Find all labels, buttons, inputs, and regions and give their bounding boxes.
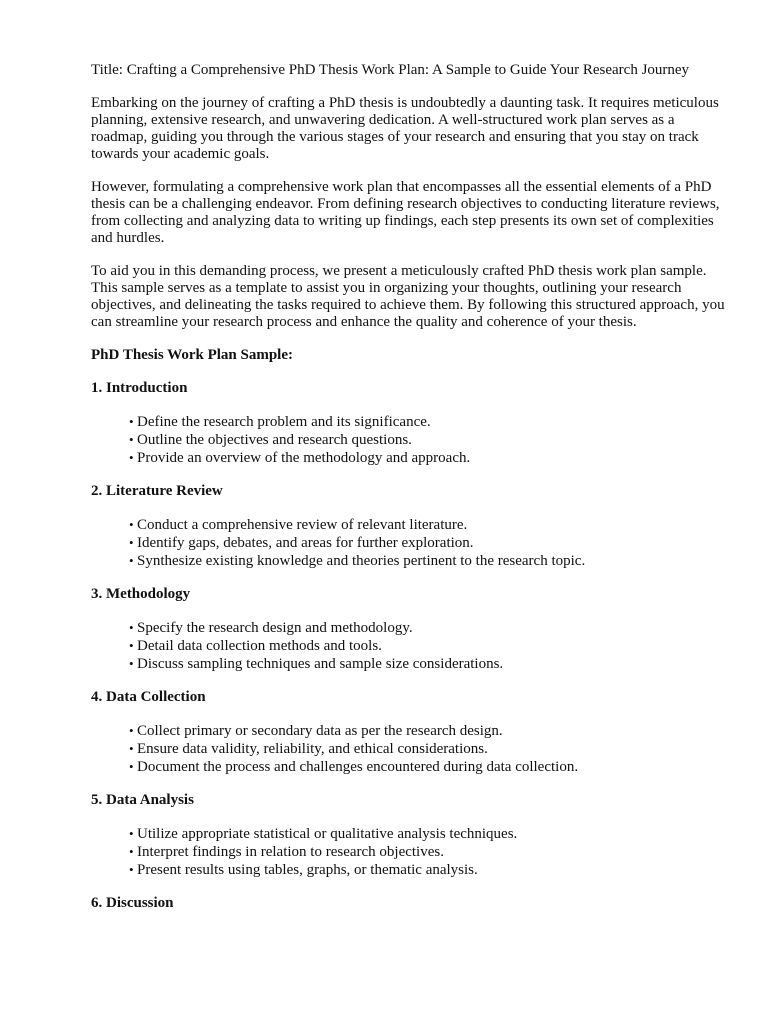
list-item-text: Present results using tables, graphs, or thematic analysis.	[137, 862, 478, 878]
list-item-text: Collect primary or secondary data as per the research design.	[137, 723, 503, 739]
list-item-text: Document the process and challenges encountered during data collection.	[137, 759, 579, 775]
bullet-list	[91, 619, 728, 673]
bullet-icon: •	[129, 826, 134, 841]
bullet-icon: •	[129, 535, 134, 550]
list-item-text: Discuss sampling techniques and sample size considerations.	[137, 656, 504, 672]
list-item	[129, 758, 728, 776]
list-item-text: Utilize appropriate statistical or qualitative analysis techniques.	[137, 826, 518, 842]
bullet-icon: •	[129, 414, 134, 429]
list-item	[129, 740, 728, 758]
bullet-icon: •	[129, 432, 134, 447]
section-data-collection	[91, 689, 728, 776]
list-item-text: Identify gaps, debates, and areas for further exploration.	[137, 535, 474, 551]
section-heading: 4. Data Collection	[91, 689, 206, 705]
list-item-text: Conduct a comprehensive review of relevant literature.	[137, 517, 468, 533]
sample-heading: PhD Thesis Work Plan Sample:	[91, 347, 293, 363]
bullet-list	[91, 825, 728, 879]
bullet-list	[91, 722, 728, 776]
list-item	[129, 619, 728, 637]
section-heading: 2. Literature Review	[91, 483, 223, 499]
bullet-icon: •	[129, 517, 134, 532]
section-introduction	[91, 380, 728, 467]
paragraph-intro: Embarking on the journey of crafting a PhD thesis is undoubtedly a daunting task. It requires meticulous planning, extensive research, and unwavering dedication. A well-structured work plan serves as a roadmap, guiding you through the various stages of your research and ensuring that you stay on track towards your academic goals.	[91, 95, 719, 162]
list-item-text: Detail data collection methods and tools.	[137, 638, 382, 654]
bullet-icon: •	[129, 620, 134, 635]
list-item-text: Outline the objectives and research questions.	[137, 432, 412, 448]
list-item	[129, 722, 728, 740]
bullet-icon: •	[129, 638, 134, 653]
bullet-icon: •	[129, 723, 134, 738]
section-heading: 5. Data Analysis	[91, 792, 194, 808]
bullet-list	[91, 413, 728, 467]
list-item-text: Define the research problem and its significance.	[137, 414, 431, 430]
list-item	[129, 655, 728, 673]
list-item-text: Provide an overview of the methodology and approach.	[137, 450, 471, 466]
list-item	[129, 413, 728, 431]
list-item-text: Synthesize existing knowledge and theories pertinent to the research topic.	[137, 553, 586, 569]
bullet-icon: •	[129, 862, 134, 877]
list-item	[129, 449, 728, 467]
list-item	[129, 843, 728, 861]
bullet-icon: •	[129, 656, 134, 671]
section-heading: 3. Methodology	[91, 586, 191, 602]
paragraph-challenge: However, formulating a comprehensive work plan that encompasses all the essential elements of a PhD thesis can be a challenging endeavor. From defining research objectives to conducting literature reviews, from collecting and analyzing data to writing up findings, each step presents its own set of complexities and hurdles.	[91, 179, 720, 246]
list-item-text: Specify the research design and methodology.	[137, 620, 413, 636]
list-item	[129, 534, 728, 552]
list-item	[129, 861, 728, 879]
list-item	[129, 637, 728, 655]
list-item-text: Ensure data validity, reliability, and ethical considerations.	[137, 741, 488, 757]
section-literature-review	[91, 483, 728, 570]
bullet-icon: •	[129, 759, 134, 774]
bullet-list	[91, 516, 728, 570]
document-title: Title: Crafting a Comprehensive PhD Thesis Work Plan: A Sample to Guide Your Research Journey	[91, 62, 690, 78]
bullet-icon: •	[129, 844, 134, 859]
list-item	[129, 431, 728, 449]
bullet-icon: •	[129, 741, 134, 756]
section-heading: 1. Introduction	[91, 380, 188, 396]
bullet-icon: •	[129, 553, 134, 568]
list-item	[129, 516, 728, 534]
list-item	[129, 825, 728, 843]
list-item	[129, 552, 728, 570]
paragraph-aid: To aid you in this demanding process, we present a meticulously crafted PhD thesis work plan sample. This sample serves as a template to assist you in organizing your thoughts, outlining your research objectives, and delineating the tasks required to achieve them. By following this structured approach, you can streamline your research process and enhance the quality and coherence of your thesis.	[91, 263, 725, 330]
section-heading: 6. Discussion	[91, 895, 174, 911]
section-data-analysis	[91, 792, 728, 879]
section-methodology	[91, 586, 728, 673]
section-discussion	[91, 895, 728, 912]
list-item-text: Interpret findings in relation to research objectives.	[137, 844, 444, 860]
bullet-icon: •	[129, 450, 134, 465]
